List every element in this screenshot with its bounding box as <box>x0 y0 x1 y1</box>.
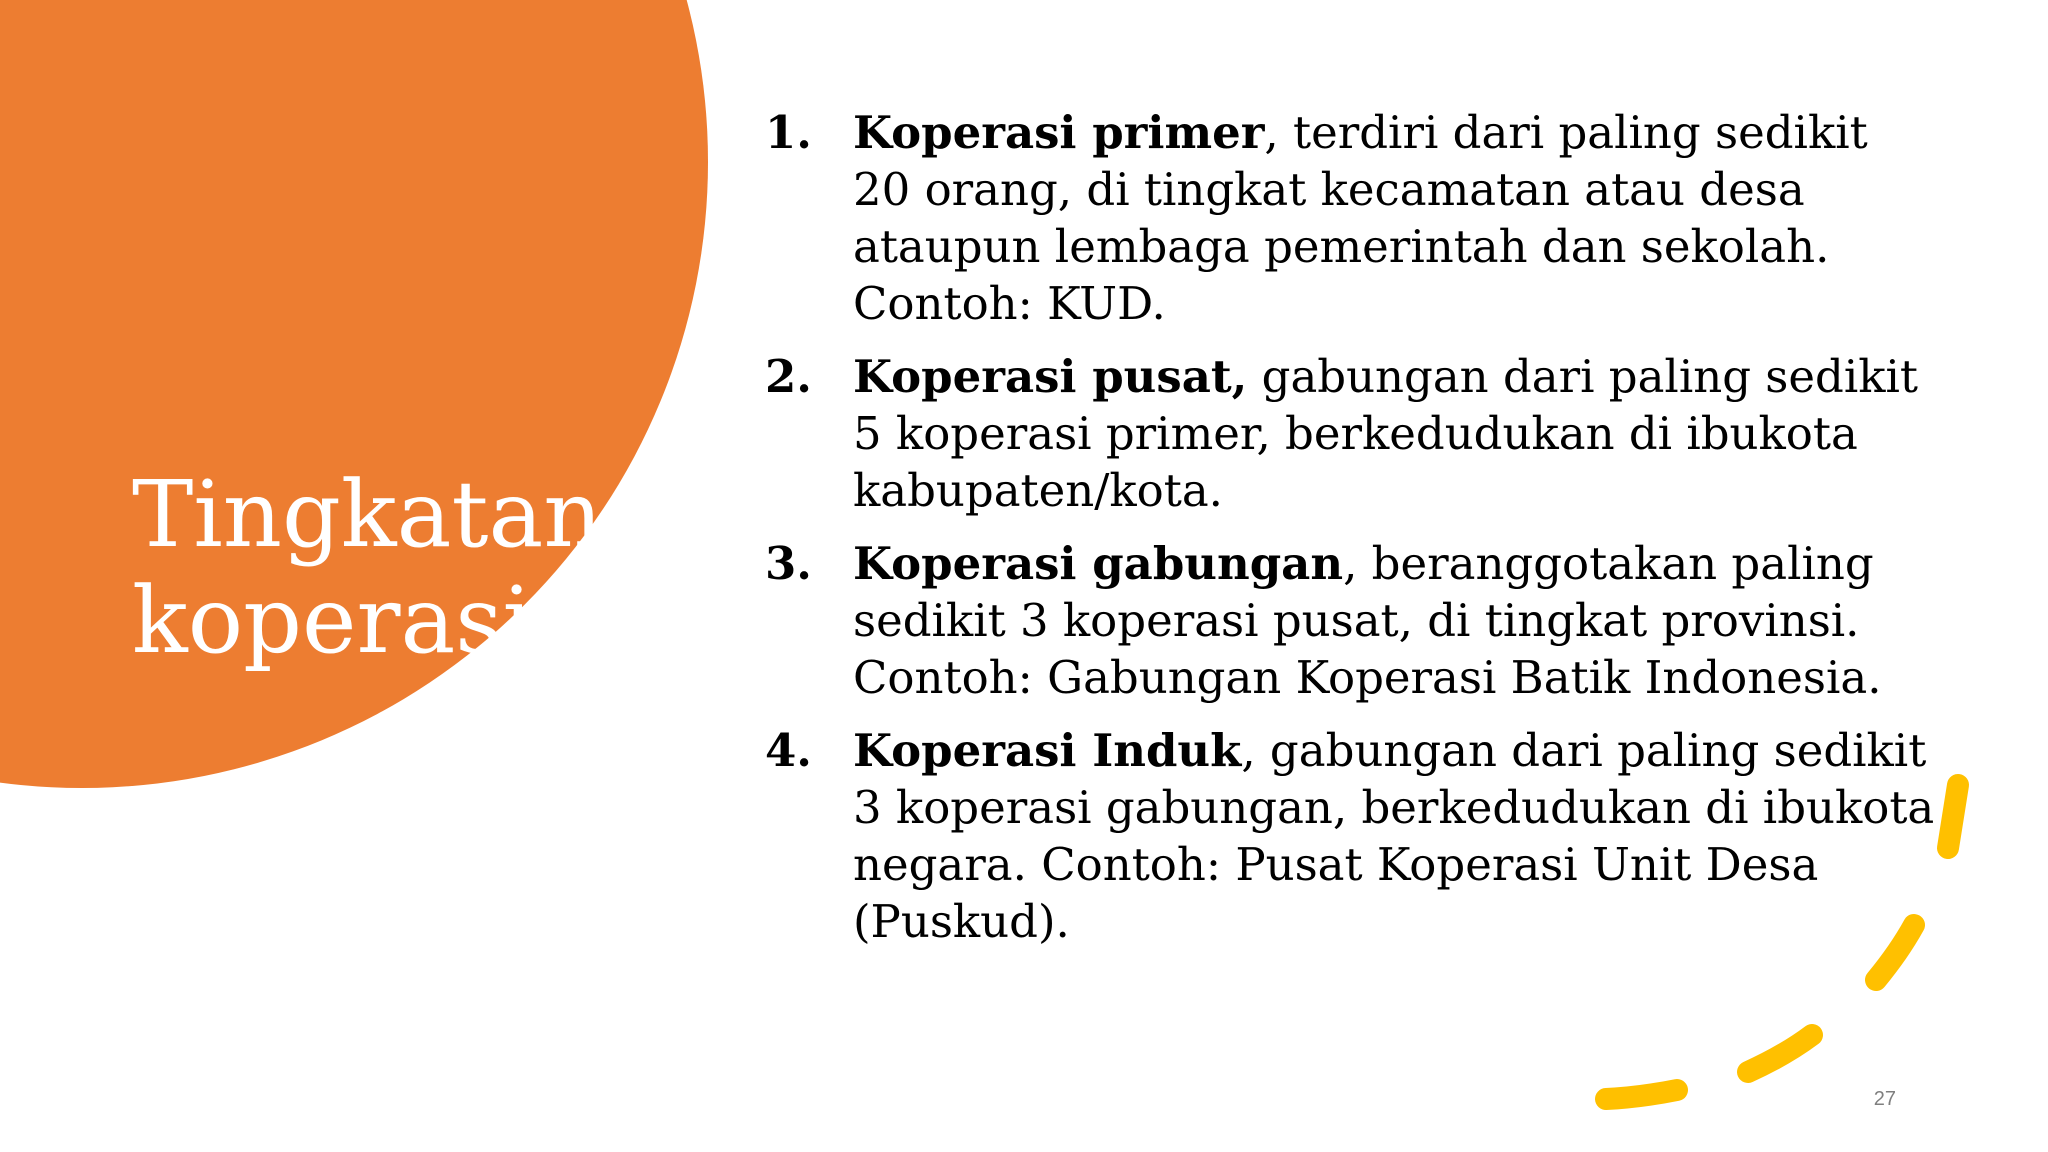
list-term: Koperasi gabungan <box>853 537 1344 590</box>
list-number: 1. <box>765 106 812 159</box>
list-description: gabungan dari paling sedikit 5 koperasi primer, berkedudukan di ibukota kabupaten/kota. <box>853 350 1918 517</box>
list-term: Koperasi primer <box>853 106 1265 159</box>
dash-stroke <box>1606 1090 1677 1099</box>
dash-stroke <box>1748 1035 1812 1072</box>
slide-number: 27 <box>1873 1088 1896 1110</box>
title-line-2: koperasi: <box>132 567 563 674</box>
list-term: Koperasi pusat, <box>853 350 1248 403</box>
list-number: 4. <box>765 724 812 777</box>
list-number: 2. <box>765 350 812 403</box>
list-term: Koperasi Induk <box>853 724 1242 777</box>
dash-stroke <box>1948 785 1958 848</box>
list-description: , terdiri dari paling sedikit 20 orang, di tingkat kecamatan atau desa ataupun lembaga pemerintah dan sekolah. Contoh: KUD. <box>853 106 1868 330</box>
list-description: , beranggotakan paling sedikit 3 koperasi pusat, di tingkat provinsi. Contoh: Gabungan Koperasi Batik Indonesia. <box>853 537 1882 704</box>
list-number: 3. <box>765 537 812 590</box>
list-description: , gabungan dari paling sedikit 3 koperasi gabungan, berkedudukan di ibukota negara. Contoh: Pusat Koperasi Unit Desa (Puskud). <box>853 724 1935 948</box>
title-line-1: Tingkatan <box>132 461 603 568</box>
dash-stroke <box>1876 925 1914 980</box>
